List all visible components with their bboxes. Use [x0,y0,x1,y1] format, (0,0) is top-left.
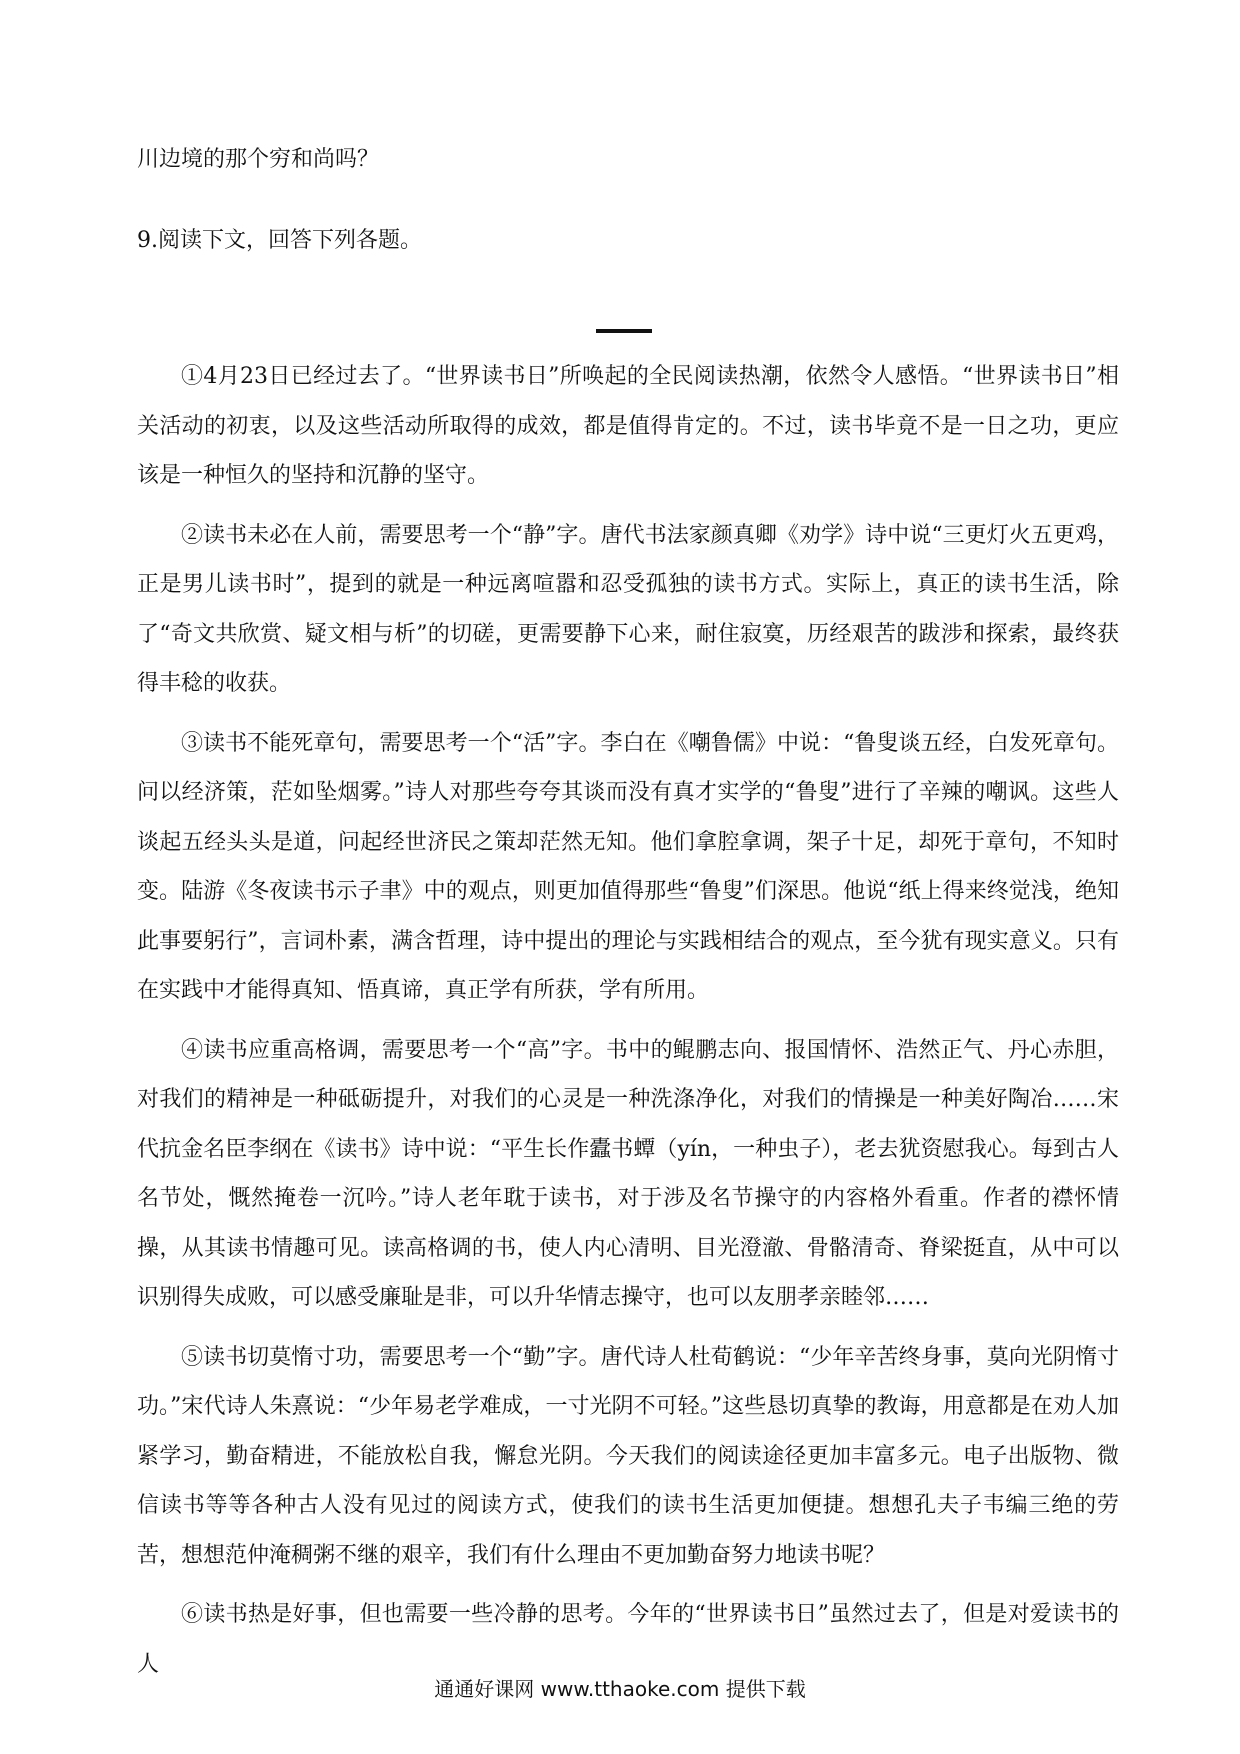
article-body [137,352,1119,1699]
paragraph-6: ⑥读书热是好事，但也需要一些冷静的思考。今年的“世界读书日”虽然过去了，但是对爱读书的人 [137,1602,1119,1677]
page-footer: 通通好课网 www.tthaoke.com 提供下载 [434,1677,806,1701]
question-title: 9.阅读下文，回答下列各题。 [137,228,422,253]
paragraph-2: ②读书未必在人前，需要思考一个“静”字。唐代书法家颜真卿《劝学》诗中说“三更灯火五更鸡，正是男儿读书时”，提到的就是一种远离喧嚣和忍受孤独的读书方式。实际上，真正的读书生活，除了“奇文共欣赏、疑文相与析”的切磋，更需要静下心来，耐住寂寞，历经艰苦的跋涉和探索，最终获得丰稔的收获。 [137,522,1119,696]
previous-text-fragment: 川边境的那个穷和尚吗？ [137,147,380,172]
paragraph-5: ⑤读书切莫惰寸功，需要思考一个“勤”字。唐代诗人杜荀鹤说：“少年辛苦终身事，莫向光阴惰寸功。”宋代诗人朱熹说：“少年易老学难成，一寸光阴不可轻。”这些恳切真挚的教诲，用意都是在劝人加紧学习，勤奋精进，不能放松自我，懈怠光阴。今天我们的阅读途径更加丰富多元。电子出版物、微信读书等等各种古人没有见过的阅读方式，使我们的读书生活更加便捷。想想孔夫子韦编三绝的劳苦，想想范仲淹稠粥不继的艰辛，我们有什么理由不更加勤奋努力地读书呢？ [137,1344,1119,1568]
paragraph-3: ③读书不能死章句，需要思考一个“活”字。李白在《嘲鲁儒》中说：“鲁叟谈五经，白发死章句。问以经济策，茫如坠烟雾。”诗人对那些夸夸其谈而没有真才实学的“鲁叟”进行了辛辣的嘲讽。这些人谈起五经头头是道，问起经世济民之策却茫然无知。他们拿腔拿调，架子十足，却死于章句，不知时变。陆游《冬夜读书示子聿》中的观点，则更加值得那些“鲁叟”们深思。他说“纸上得来终觉浅，绝知此事要躬行”，言词朴素，满含哲理，诗中提出的理论与实践相结合的观点，至今犹有现实意义。只有在实践中才能得真知、悟真谛，真正学有所获，学有所用。 [137,730,1119,1003]
paragraph-4: ④读书应重高格调，需要思考一个“高”字。书中的鲲鹏志向、报国情怀、浩然正气、丹心赤胆，对我们的精神是一种砥砺提升，对我们的心灵是一种洗涤净化，对我们的情操是一种美好陶冶……宋代抗金名臣李纲在《读书》诗中说：“平生长作蠹书蟫（yín，一种虫子），老去犹资慰我心。每到古人名节处，慨然掩卷一沉吟。”诗人老年耽于读书，对于涉及名节操守的内容格外看重。作者的襟怀情操，从其读书情趣可见。读高格调的书，使人内心清明、目光澄澈、骨骼清奇、脊梁挺直，从中可以识别得失成败，可以感受廉耻是非，可以升华情志操守，也可以友朋孝亲睦邻…… [137,1037,1119,1310]
section-divider [596,329,652,333]
paragraph-1: ①4月23日已经过去了。“世界读书日”所唤起的全民阅读热潮，依然令人感悟。“世界读书日”相关活动的初衷，以及这些活动所取得的成效，都是值得肯定的。不过，读书毕竟不是一日之功，更应该是一种恒久的坚持和沉静的坚守。 [137,364,1119,488]
